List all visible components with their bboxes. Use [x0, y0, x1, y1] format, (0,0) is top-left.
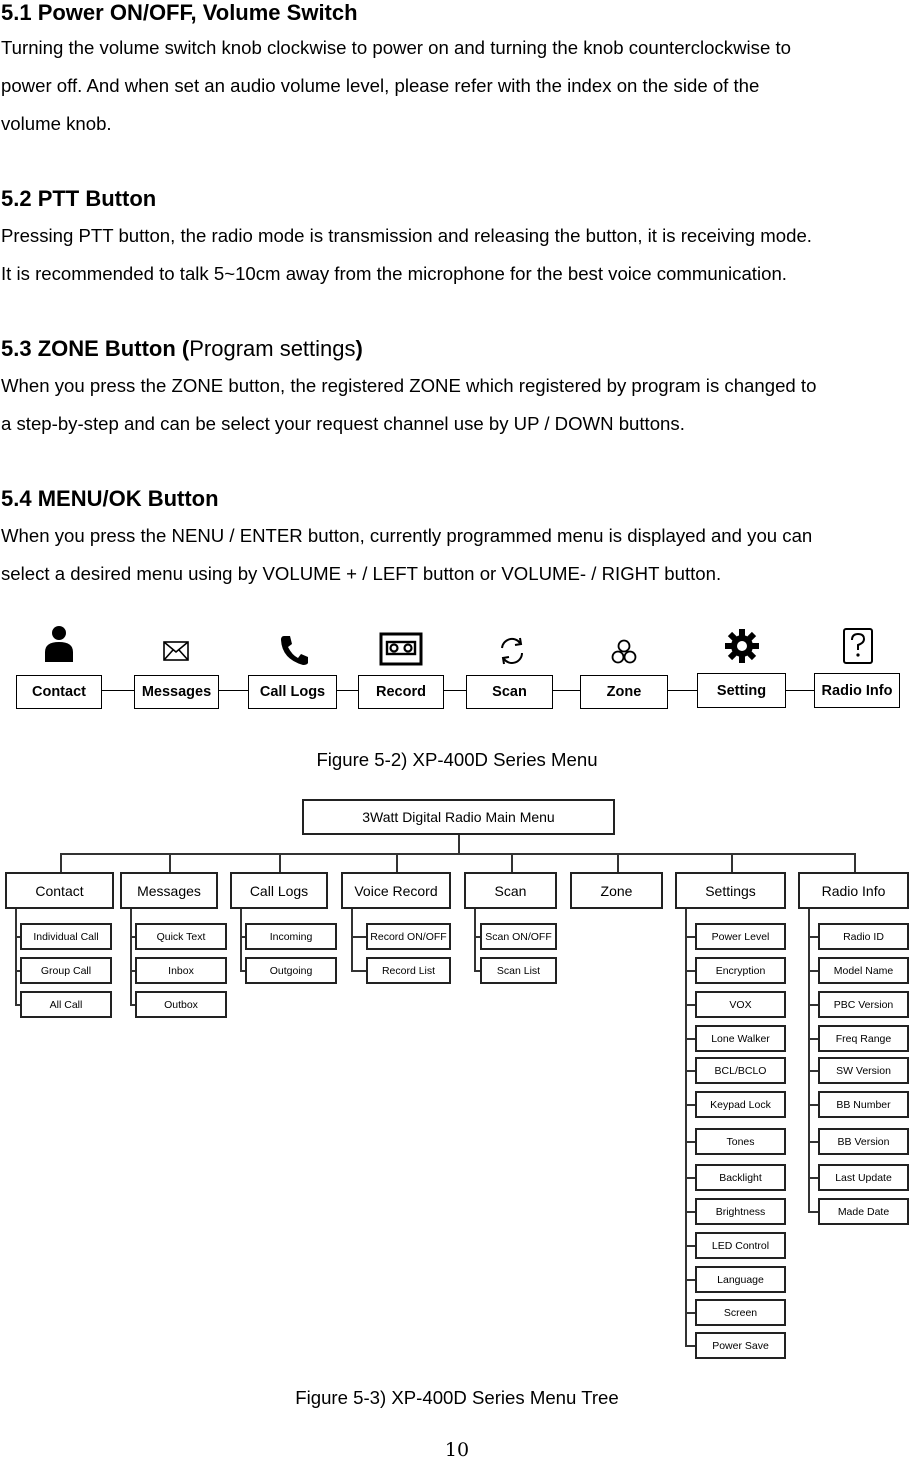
tree-item-lone-walker: Lone Walker: [695, 1025, 786, 1052]
tree-item-model-name: Model Name: [818, 957, 909, 984]
connector-line: [240, 909, 242, 970]
connector-line: [685, 1038, 695, 1040]
tree-item-sw-version: SW Version: [818, 1057, 909, 1084]
tree-item-bb-version: BB Version: [818, 1128, 909, 1155]
menu-messages: Messages: [134, 675, 219, 709]
connector-line: [808, 909, 810, 1211]
paragraph-line: When you press the ZONE button, the registered ZONE which registered by program is changed to: [1, 375, 817, 396]
connector-line: [474, 909, 476, 970]
tree-branch-settings: Settings: [675, 872, 786, 909]
tree-item-keypad-lock: Keypad Lock: [695, 1091, 786, 1118]
paragraph-line: select a desired menu using by VOLUME + / LEFT button or VOLUME- / RIGHT button.: [1, 563, 722, 584]
tree-item-group-call: Group Call: [20, 957, 112, 984]
paragraph-line: It is recommended to talk 5~10cm away from the microphone for the best voice communication.: [1, 263, 787, 284]
tree-item-outgoing: Outgoing: [245, 957, 337, 984]
connector-line: [458, 835, 460, 854]
connector-line: [169, 853, 171, 872]
paragraph-line: power off. And when set an audio volume level, please refer with the index on the side of the: [1, 75, 760, 96]
question-icon: [842, 627, 874, 665]
connector-line: [337, 690, 358, 691]
connector-line: [808, 1211, 818, 1213]
tree-branch-voice-record: Voice Record: [341, 872, 451, 909]
tree-branch-contact: Contact: [5, 872, 114, 909]
tree-item-outbox: Outbox: [135, 991, 227, 1018]
gear-icon: [724, 628, 760, 664]
tree-item-incoming: Incoming: [245, 923, 337, 950]
connector-line: [219, 690, 248, 691]
connector-line: [786, 690, 814, 691]
tree-item-quick-text: Quick Text: [135, 923, 227, 950]
connector-line: [685, 1177, 695, 1179]
person-icon: [42, 624, 76, 664]
connector-line: [854, 853, 856, 872]
connector-line: [808, 1177, 818, 1179]
page-number: 10: [444, 1439, 470, 1461]
tree-item-screen: Screen: [695, 1299, 786, 1326]
connector-line: [15, 909, 17, 1004]
connector-line: [685, 1345, 695, 1347]
connector-line: [808, 1004, 818, 1006]
heading-note: Program settings: [189, 336, 356, 361]
section-heading-5-3: 5.3 ZONE Button (Program settings): [1, 336, 363, 361]
connector-line: [444, 690, 466, 691]
connector-line: [685, 1279, 695, 1281]
section-heading-5-2: 5.2 PTT Button: [1, 186, 157, 211]
tree-item-scan-on-off: Scan ON/OFF: [480, 923, 557, 950]
tree-item-radio-id: Radio ID: [818, 923, 909, 950]
connector-line: [102, 690, 134, 691]
connector-line: [511, 853, 513, 872]
tree-branch-scan: Scan: [464, 872, 557, 909]
paragraph-line: Pressing PTT button, the radio mode is transmission and releasing the button, it is receiving mode.: [1, 225, 812, 246]
connector-line: [351, 936, 366, 938]
tree-branch-messages: Messages: [120, 872, 218, 909]
tree-item-individual-call: Individual Call: [20, 923, 112, 950]
tree-item-scan-list: Scan List: [480, 957, 557, 984]
cassette-icon: [379, 632, 423, 666]
menu-setting: Setting: [697, 673, 786, 708]
tree-item-record-list: Record List: [366, 957, 451, 984]
menu-scan: Scan: [466, 675, 553, 709]
tree-branch-call-logs: Call Logs: [230, 872, 328, 909]
connector-line: [685, 1211, 695, 1213]
menu-radio-info: Radio Info: [814, 673, 900, 708]
tree-item-bb-number: BB Number: [818, 1091, 909, 1118]
paragraph-line: Turning the volume switch knob clockwise to power on and turning the knob counterclockwise to: [1, 37, 791, 58]
connector-line: [685, 1104, 695, 1106]
connector-line: [685, 1245, 695, 1247]
connector-line: [60, 853, 854, 855]
refresh-icon: [496, 636, 528, 666]
connector-line: [808, 1038, 818, 1040]
connector-line: [808, 936, 818, 938]
connector-line: [685, 1312, 695, 1314]
tree-item-freq-range: Freq Range: [818, 1025, 909, 1052]
tree-root: 3Watt Digital Radio Main Menu: [302, 799, 615, 835]
phone-icon: [279, 634, 309, 666]
connector-line: [351, 970, 366, 972]
connector-line: [685, 1141, 695, 1143]
connector-line: [808, 1070, 818, 1072]
tree-item-last-update: Last Update: [818, 1164, 909, 1191]
tree-item-all-call: All Call: [20, 991, 112, 1018]
menu-record: Record: [358, 675, 444, 709]
connector-line: [396, 853, 398, 872]
tree-item-bcl-bclo: BCL/BCLO: [695, 1057, 786, 1084]
menu-contact: Contact: [16, 675, 102, 709]
tree-item-vox: VOX: [695, 991, 786, 1018]
section-heading-5-4: 5.4 MENU/OK Button: [1, 486, 219, 511]
section-heading-5-1: 5.1 Power ON/OFF, Volume Switch: [1, 0, 358, 25]
connector-line: [553, 690, 580, 691]
figure-caption-menu-tree: Figure 5-3) XP-400D Series Menu Tree: [295, 1387, 619, 1408]
paragraph-line: volume knob.: [1, 113, 112, 134]
tree-item-inbox: Inbox: [135, 957, 227, 984]
tree-item-pbc-version: PBC Version: [818, 991, 909, 1018]
tree-item-made-date: Made Date: [818, 1198, 909, 1225]
figure-caption-menu: Figure 5-2) XP-400D Series Menu: [316, 749, 598, 770]
tree-item-encryption: Encryption: [695, 957, 786, 984]
tree-item-power-level: Power Level: [695, 923, 786, 950]
connector-line: [351, 909, 353, 970]
connector-line: [685, 1004, 695, 1006]
connector-line: [668, 690, 697, 691]
connector-line: [617, 853, 619, 872]
tree-item-led-control: LED Control: [695, 1232, 786, 1259]
tree-item-brightness: Brightness: [695, 1198, 786, 1225]
tree-item-tones: Tones: [695, 1128, 786, 1155]
tree-branch-radio-info: Radio Info: [798, 872, 909, 909]
connector-line: [685, 1070, 695, 1072]
envelope-icon: [162, 640, 190, 662]
zone-icon: [610, 638, 638, 666]
paragraph-line: a step-by-step and can be select your request channel use by UP / DOWN buttons.: [1, 413, 685, 434]
menu-call-logs: Call Logs: [248, 675, 337, 709]
connector-line: [685, 936, 695, 938]
connector-line: [808, 1141, 818, 1143]
connector-line: [60, 853, 62, 872]
tree-item-record-on-off: Record ON/OFF: [366, 923, 451, 950]
connector-line: [685, 970, 695, 972]
menu-zone: Zone: [580, 675, 668, 709]
tree-item-power-save: Power Save: [695, 1332, 786, 1359]
paragraph-line: When you press the NENU / ENTER button, currently programmed menu is displayed and you can: [1, 525, 813, 546]
tree-item-backlight: Backlight: [695, 1164, 786, 1191]
connector-line: [808, 1104, 818, 1106]
connector-line: [130, 909, 132, 1004]
connector-line: [731, 853, 733, 872]
tree-item-language: Language: [695, 1266, 786, 1293]
connector-line: [279, 853, 281, 872]
connector-line: [808, 970, 818, 972]
tree-branch-zone: Zone: [570, 872, 663, 909]
